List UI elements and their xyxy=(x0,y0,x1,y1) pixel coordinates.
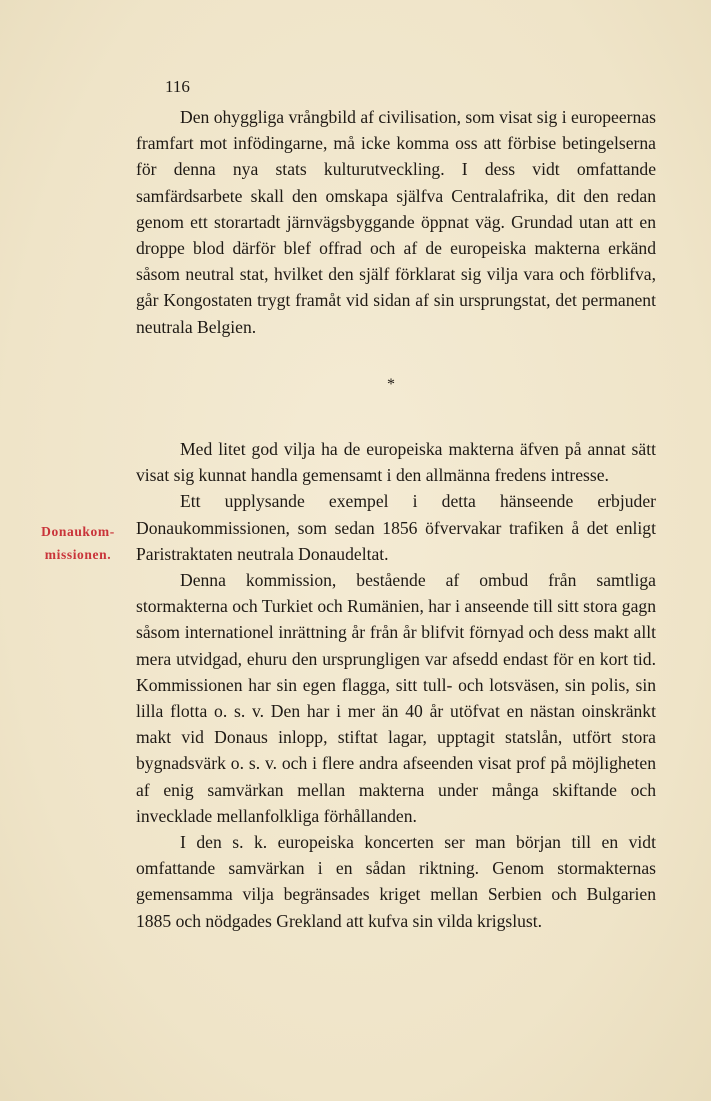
margin-note-line: missionen. xyxy=(44,547,112,562)
margin-note xyxy=(28,520,128,566)
paragraph: Den ohyggliga vrångbild af civilisation, som visat sig i europeernas framfart mot infödingarne, må icke komma oss att förbise betingelserna för denna nya stats kulturutveckling. I dess vidt omfattande samfärdsarbete skall den omskapa själfva Centralafrika, dit den redan genom ett storartadt järnvägsbyggande öppnat väg. Grundad utan att en droppe blod därför blef offrad och af de europeiska makterna erkänd såsom neutral stat, hvilket den själf förklarat sig vilja vara och förblifva, går Kongostaten trygt framåt vid sidan af sin ursprungstat, det permanent neutrala Belgien. xyxy=(136,107,656,337)
text-block-bottom xyxy=(136,436,656,934)
margin-note-line: Donaukom- xyxy=(41,524,115,539)
paragraph: Denna kommission, bestående af ombud från samtliga stormakterna och Turkiet och Rumänien, har i anseende till sitt stora gagn såsom internationel inrättning år från år blifvit förnyad och dess makt allt mera utvidgad, ehuru den ursprungligen var afsedd endast för en kort tid. Kommissionen har sin egen flagga, sitt tull- och lotsväsen, sin polis, sin lilla flotta o. s. v. Den har i mer än 40 år utöfvat en nästan oinskränkt makt vid Donaus inlopp, stiftat lagar, upptagit statslån, utfört stora bygnadsvärk o. s. v. och i flere andra afseenden visat prof på möjligheten af enig samvärkan mellan makterna under många skiftande och invecklade mellanfolkliga förhållanden. xyxy=(136,570,656,826)
section-separator: * xyxy=(387,376,395,393)
paragraph: I den s. k. europeiska koncerten ser man början till en vidt omfattande samvärkan i en sådan riktning. Genom stormakternas gemensamma vilja begränsades kriget mellan Serbien och Bulgarien 1885 och nödgades Grekland att kufva sin vilda krigslust. xyxy=(136,832,656,931)
paragraph: Ett upplysande exempel i detta hänseende erbjuder Donaukommissionen, som sedan 1856 öfvervakar trafiken å det enligt Paristraktaten neutrala Donaudeltat. xyxy=(136,491,656,564)
paragraph: Med litet god vilja ha de europeiska makterna äfven på annat sätt visat sig kunnat handla gemensamt i den allmänna fredens intresse. xyxy=(136,439,656,486)
page-number: 116 xyxy=(165,77,190,96)
text-block-top xyxy=(136,104,656,340)
